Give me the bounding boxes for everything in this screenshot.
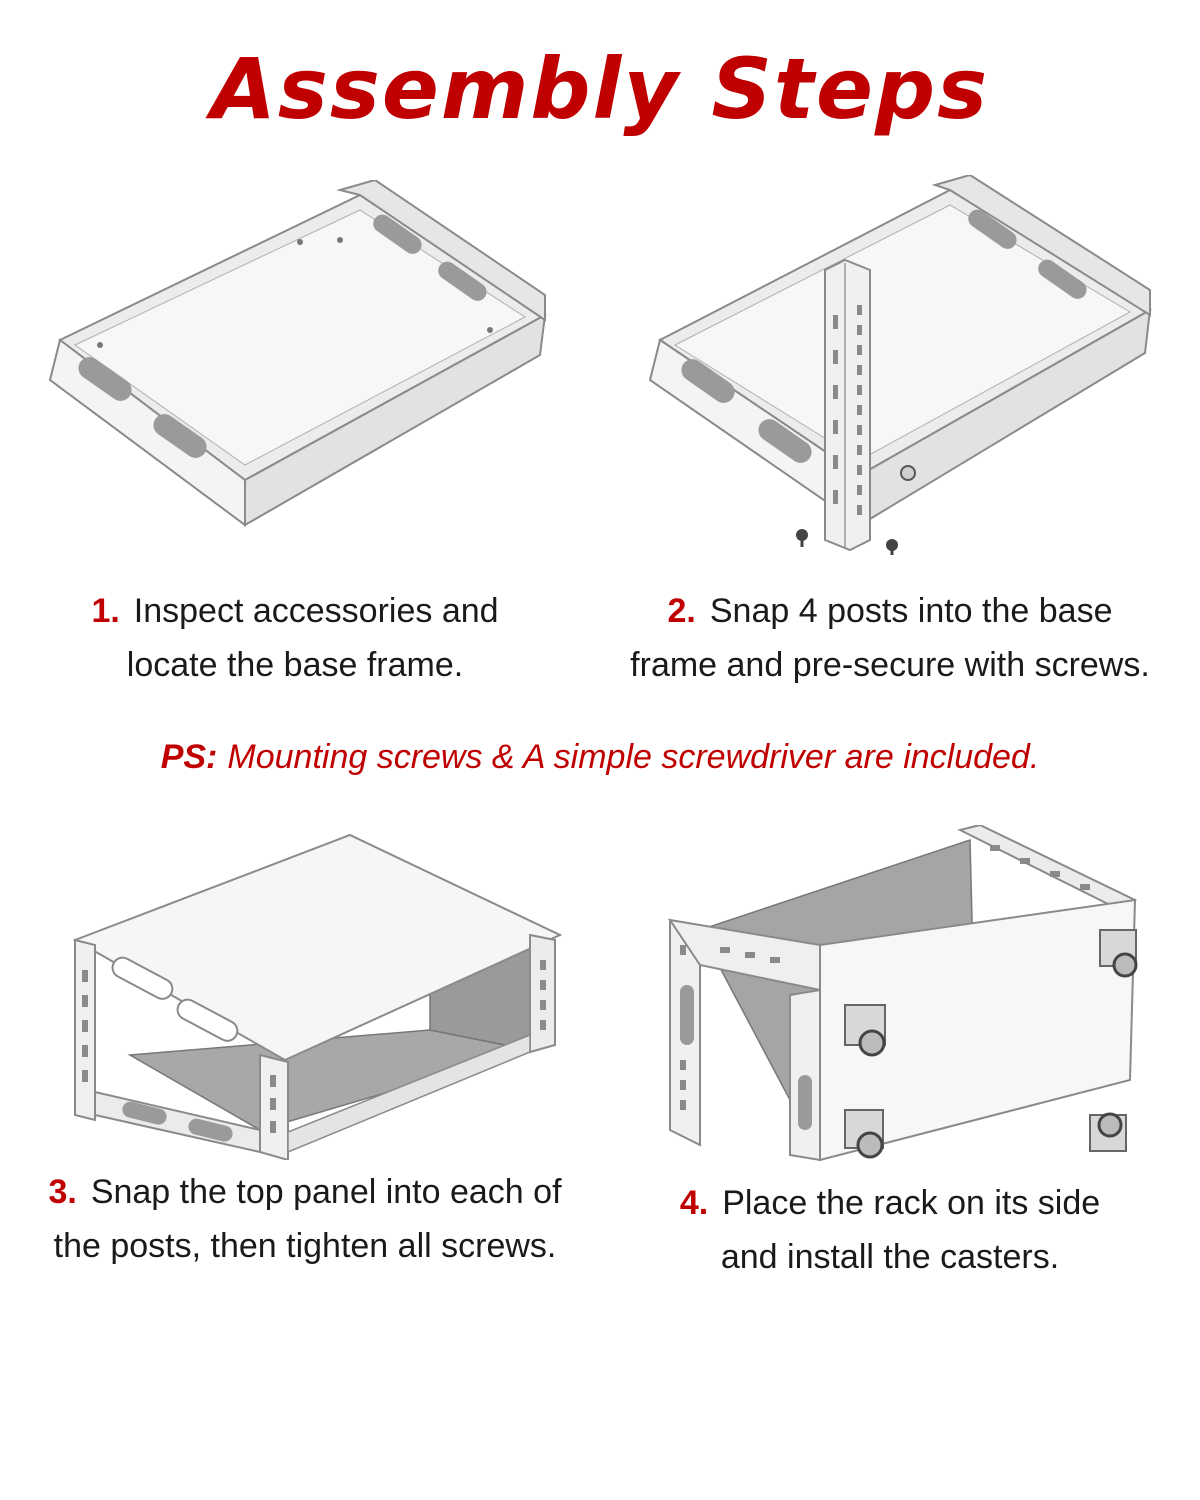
step-text-line: Snap the top panel into each of	[90, 1173, 562, 1211]
ps-label: PS:	[160, 738, 218, 776]
step-1-illustration	[30, 180, 560, 540]
step-text-line: the posts, then tighten all screws.	[53, 1227, 557, 1265]
step-number: 2.	[667, 592, 696, 630]
step-2-caption	[590, 584, 1190, 692]
step-text-line: Inspect accessories and	[133, 592, 499, 630]
step-text-line: Place the rack on its side	[722, 1184, 1101, 1222]
step-number: 3.	[48, 1173, 77, 1211]
step-text-line: Snap 4 posts into the base	[709, 592, 1113, 630]
step-text-line: frame and pre-secure with screws.	[630, 646, 1150, 684]
ps-note	[0, 738, 1200, 777]
step-2-illustration	[630, 175, 1170, 555]
page-title: Assembly Steps	[210, 40, 990, 138]
step-number: 4.	[679, 1184, 709, 1222]
caster-icon	[1090, 1114, 1126, 1151]
step-3-illustration	[60, 830, 580, 1160]
step-text-line: and install the casters.	[720, 1238, 1060, 1276]
step-1-caption	[30, 584, 560, 692]
step-4-illustration	[660, 825, 1150, 1165]
step-text-line: locate the base frame.	[126, 646, 464, 684]
step-4-caption	[630, 1176, 1150, 1284]
step-number: 1.	[91, 592, 120, 630]
ps-text: Mounting screws & A simple screwdriver are included.	[227, 738, 1040, 776]
step-3-caption	[10, 1165, 600, 1273]
